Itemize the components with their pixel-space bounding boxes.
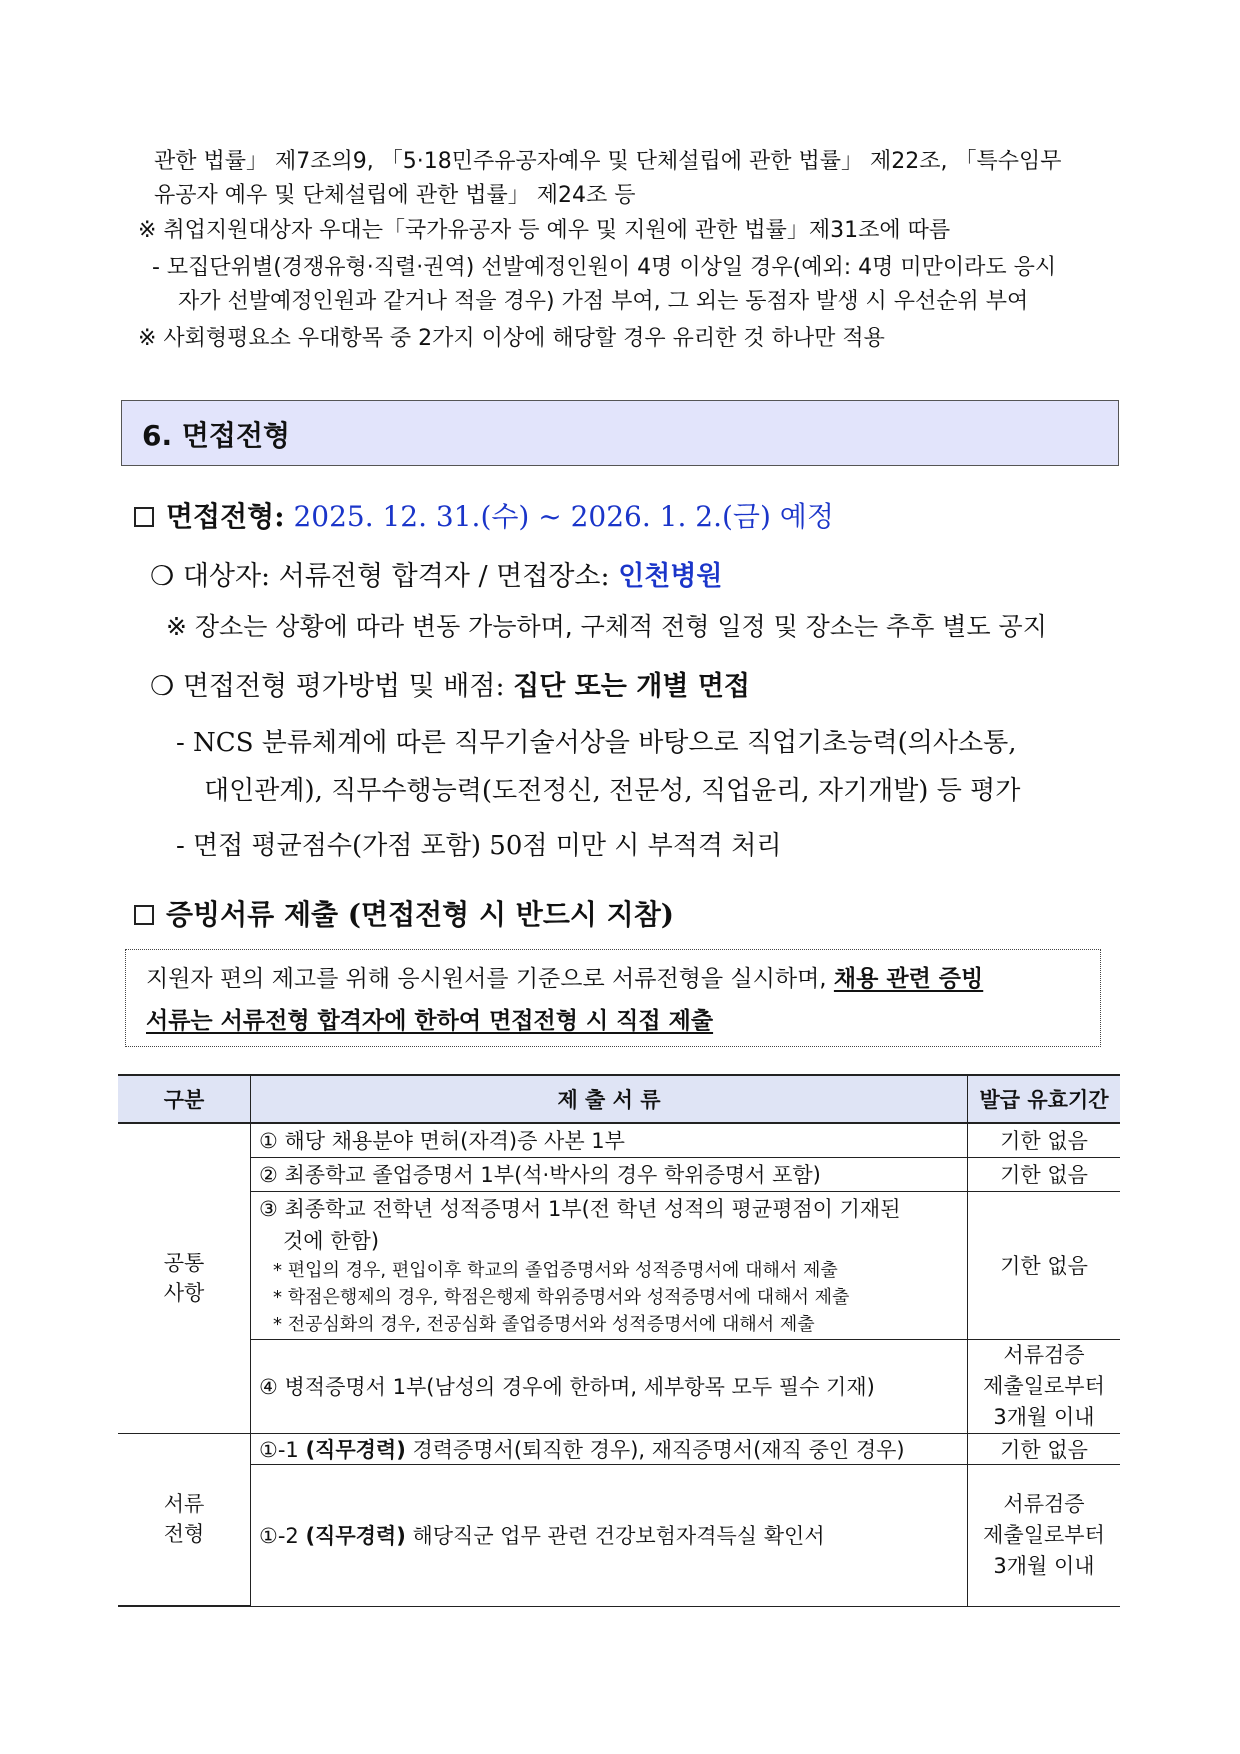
circle-bullet-icon: ❍ <box>150 671 175 702</box>
col-header-documents: 제 출 서 류 <box>251 1075 968 1123</box>
note-line-6: ※ 사회형평요소 우대항목 중 2가지 이상에 해당할 경우 유리한 것 하나만 적용 <box>138 326 885 351</box>
docs-note-bold-1: 채용 관련 증빙 <box>833 966 984 992</box>
checkbox-icon <box>134 507 154 527</box>
section-header <box>121 400 1119 466</box>
circle-bullet-icon: ❍ <box>150 561 175 592</box>
group-common <box>118 1123 251 1433</box>
doc-row-5 <box>251 1433 968 1464</box>
validity-row-1: 기한 없음 <box>968 1123 1121 1157</box>
doc-row-5-pre: ①-1 <box>259 1437 306 1462</box>
note-line-5: 자가 선발예정인원과 같거나 적을 경우) 가점 부여, 그 외는 동점자 발생 시 우선순위 부여 <box>178 289 1029 314</box>
target-label: 대상자: 서류전형 합격자 / 면접장소: <box>182 561 610 592</box>
interview-date: 2025. 12. 31.(수) ~ 2026. 1. 2.(금) 예정 <box>293 500 834 533</box>
method-label: 면접전형 평가방법 및 배점: <box>182 671 505 702</box>
validity-row-5: 기한 없음 <box>968 1433 1121 1464</box>
note-line-1: 관한 법률」 제7조의9, 「5·18민주유공자예우 및 단체설립에 관한 법률」 제22조, 「특수임무 <box>154 149 1062 174</box>
validity-row-6-l3: 3개월 이내 <box>993 1553 1095 1578</box>
checkbox-icon <box>134 905 154 925</box>
interview-label: 면접전형: <box>166 500 285 533</box>
doc-row-3-line-2: 것에 한함) <box>283 1228 380 1253</box>
section-title: 6. 면접전형 <box>142 419 291 452</box>
validity-row-4 <box>968 1339 1121 1433</box>
docs-heading <box>134 893 674 933</box>
validity-row-2: 기한 없음 <box>968 1157 1121 1191</box>
validity-row-6 <box>968 1464 1121 1606</box>
docs-note-line-2: 서류는 서류전형 합격자에 한하여 면접전형 시 직접 제출 <box>146 1008 714 1034</box>
validity-row-6-l2: 제출일로부터 <box>983 1522 1105 1547</box>
col-header-validity: 발급 유효기간 <box>968 1075 1121 1123</box>
doc-row-1: ① 해당 채용분야 면허(자격)증 사본 1부 <box>251 1123 968 1157</box>
docs-note-box <box>125 949 1101 1047</box>
doc-row-6-bold: (직무경력) <box>305 1524 406 1548</box>
doc-row-2: ② 최종학교 졸업증명서 1부(석·박사의 경우 학위증명서 포함) <box>251 1157 968 1191</box>
required-documents-table <box>118 1074 1120 1607</box>
doc-row-6 <box>251 1464 968 1606</box>
doc-row-4: ④ 병적증명서 1부(남성의 경우에 한하며, 세부항목 모두 필수 기재) <box>251 1339 968 1433</box>
method-bullet-1a: - NCS 분류체계에 따른 직무기술서상을 바탕으로 직업기초능력(의사소통, <box>176 728 1017 758</box>
interview-method <box>150 664 750 703</box>
method-bullet-1b: 대인관계), 직무수행능력(도전정신, 전문성, 직업윤리, 자기개발) 등 평가 <box>204 776 1021 806</box>
method-value: 집단 또는 개별 면접 <box>513 671 751 702</box>
note-line-3: ※ 취업지원대상자 우대는「국가유공자 등 예우 및 지원에 관한 법률」제31조에 따름 <box>138 218 951 243</box>
doc-row-5-bold: (직무경력) <box>305 1437 406 1462</box>
validity-row-4-l2: 제출일로부터 <box>983 1373 1105 1398</box>
doc-row-3 <box>251 1191 968 1339</box>
group-document-screening <box>118 1433 251 1606</box>
doc-row-3-sub-1: * 편입의 경우, 편입이후 학교의 졸업증명서와 성적증명서에 대해서 제출 <box>273 1259 838 1281</box>
doc-row-3-line-1: ③ 최종학교 전학년 성적증명서 1부(전 학년 성적의 평균평점이 기재된 <box>259 1196 901 1221</box>
doc-row-3-sub-3: * 전공심화의 경우, 전공심화 졸업증명서와 성적증명서에 대해서 제출 <box>273 1313 815 1335</box>
col-header-category: 구분 <box>118 1075 251 1123</box>
validity-row-3: 기한 없음 <box>968 1191 1121 1339</box>
docs-heading-text: 증빙서류 제출 (면접전형 시 반드시 지참) <box>166 898 675 931</box>
interview-target <box>150 554 723 593</box>
docs-note-pre: 지원자 편의 제고를 위해 응시원서를 기준으로 서류전형을 실시하며, <box>146 966 834 992</box>
note-line-4: - 모집단위별(경쟁유형·직렬·권역) 선발예정인원이 4명 이상일 경우(예외: 4명 미만이라도 응시 <box>152 255 1057 280</box>
validity-row-4-l1: 서류검증 <box>1003 1342 1085 1367</box>
docs-note-line-1 <box>146 960 983 993</box>
interview-schedule <box>134 495 834 535</box>
validity-row-4-l3: 3개월 이내 <box>993 1404 1095 1429</box>
group-common-label: 공통 사항 <box>163 1251 205 1306</box>
doc-row-6-pre: ①-2 <box>259 1524 306 1548</box>
doc-row-5-post: 경력증명서(퇴직한 경우), 재직증명서(재직 중인 경우) <box>405 1437 905 1462</box>
method-bullet-2: - 면접 평균점수(가점 포함) 50점 미만 시 부적격 처리 <box>176 831 782 861</box>
interview-place: 인천병원 <box>618 561 723 592</box>
group-document-screening-label: 서류 전형 <box>163 1492 205 1547</box>
validity-row-6-l1: 서류검증 <box>1003 1491 1085 1516</box>
place-note: ※ 장소는 상황에 따라 변동 가능하며, 구체적 전형 일정 및 장소는 추후 별도 공지 <box>166 612 1047 641</box>
note-line-2: 유공자 예우 및 단체설립에 관한 법률」 제24조 등 <box>154 183 636 208</box>
doc-row-3-sub-2: * 학점은행제의 경우, 학점은행제 학위증명서와 성적증명서에 대해서 제출 <box>273 1286 850 1308</box>
doc-row-6-post: 해당직군 업무 관련 건강보험자격득실 확인서 <box>405 1524 825 1548</box>
